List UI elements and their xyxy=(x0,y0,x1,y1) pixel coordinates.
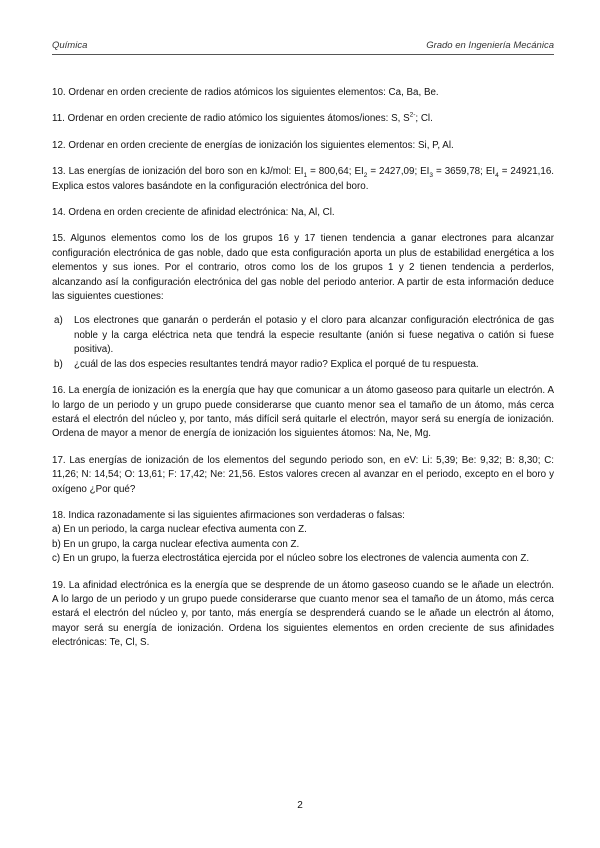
question-11-text: 11. Ordenar en orden creciente de radio atómico los siguientes átomos/iones: S, $S^{2-}$; Cl. xyxy=(52,112,433,125)
question-18-item-b: b) En un grupo, la carga nuclear efectiva aumenta con Z. xyxy=(52,538,300,550)
question-18-intro: 18. Indica razonadamente si las siguientes afirmaciones son verdaderas o falsas: xyxy=(52,509,405,521)
question-12 xyxy=(52,139,554,153)
question-14 xyxy=(52,206,554,220)
question-19-text: 19. La afinidad electrónica es la energía que se desprende de un átomo gaseoso cuando se le añade un electrón. A lo largo de un periodo y un grupo puede considerarse que cuanto menor sea el tamaño de un átomo, más cerca estará el electrón del núcleo y, por tanto, más energía se desprenderá cuando se le añade un electrón al átomo, mayor será su energía de ionización. Ordena los siguientes elementos en orden creciente de sus afinidades electrónicas: Te, Cl, S. xyxy=(52,579,554,649)
question-15-intro: 15. Algunos elementos como los de los grupos 16 y 17 tienen tendencia a ganar electrones para alcanzar configuración electrónica de gas noble, dado que esta configuración aporta un plus de estabilidad energética a los elementos y sus iones. Por el contrario, otros como los de los grupos 1 y 2 tienen tendencia a perderlos, alcanzando así la configuración electrónica del gas noble del periodo anterior. A partir de esta información deduce las siguientes cuestiones: xyxy=(52,233,554,303)
question-15-list xyxy=(52,314,554,372)
question-10-text: 10. Ordenar en orden creciente de radios atómicos los siguientes elementos: Ca, Ba, Be. xyxy=(52,87,439,98)
document-body xyxy=(52,86,554,663)
header-degree: Grado en Ingeniería Mecánica xyxy=(426,40,554,51)
question-18-item-a: a) En un periodo, la carga nuclear efectiva aumenta con Z. xyxy=(52,524,307,536)
question-18 xyxy=(52,509,554,567)
question-18-list xyxy=(52,523,554,566)
question-16-text: 16. La energía de ionización es la energía que hay que comunicar a un átomo gaseoso para quitarle un electrón. A lo largo de un periodo y un grupo puede considerarse que cuanto menor sea el tamaño de un átomo, más cerca estará el electrón del núcleo y, por tanto, más difícil será quitarle el electrón, mayor será su energía de ionización. Ordena de mayor a menor de energía de ionización los siguientes átomos: Na, Ne, Mg. xyxy=(52,385,554,440)
page-number: 2 xyxy=(297,800,303,811)
question-12-text: 12. Ordenar en orden creciente de energías de ionización los siguientes elementos: Si, P, Al. xyxy=(52,139,454,151)
header-subject: Química xyxy=(52,40,88,51)
question-14-text: 14. Ordena en orden creciente de afinidad electrónica: Na, Al, Cl. xyxy=(52,207,335,219)
question-13 xyxy=(52,165,554,194)
question-11 xyxy=(52,112,554,126)
question-15-item-a: a) Los electrones que ganarán o perderán el potasio y el cloro para alcanzar configuración electrónica de gas noble y la carga eléctrica neta que tendrá la especie resultante (anión si fuese negativa o catión si fuese positiva). xyxy=(54,315,554,356)
page-header xyxy=(52,38,554,55)
question-17-text: 17. Las energías de ionización de los elementos del segundo periodo son, en eV: Li: 5,39; Be: 9,32; B: 8,30; C: 11,26; N: 14,54; O: 13,61; F: 17,42; Ne: 21,56. Estos valores crecen al avanzar en el periodo, excepto en el boro y oxígeno ¿Por qué? xyxy=(52,454,554,495)
question-18-item-c: c) En un grupo, la fuerza electrostática ejercida por el núcleo sobre los electrones de valencia aumenta con Z. xyxy=(52,553,530,565)
question-17 xyxy=(52,454,554,497)
question-15-item-b: b) ¿cuál de las dos especies resultantes tendrá mayor radio? Explica el porqué de tu respuesta. xyxy=(54,358,479,370)
question-16 xyxy=(52,384,554,442)
question-10 xyxy=(52,86,554,100)
question-13-text: 13. Las energías de ionización del boro son en kJ/mol: $EI_1 = 800,64$; $EI_2 = 2427,09$; $EI_3 = 3659,78$; $EI_4 = 24921,16$. Explica estos valores basándote en la configuración electrónica del boro. xyxy=(52,166,554,192)
question-19 xyxy=(52,579,554,651)
question-15 xyxy=(52,232,554,372)
